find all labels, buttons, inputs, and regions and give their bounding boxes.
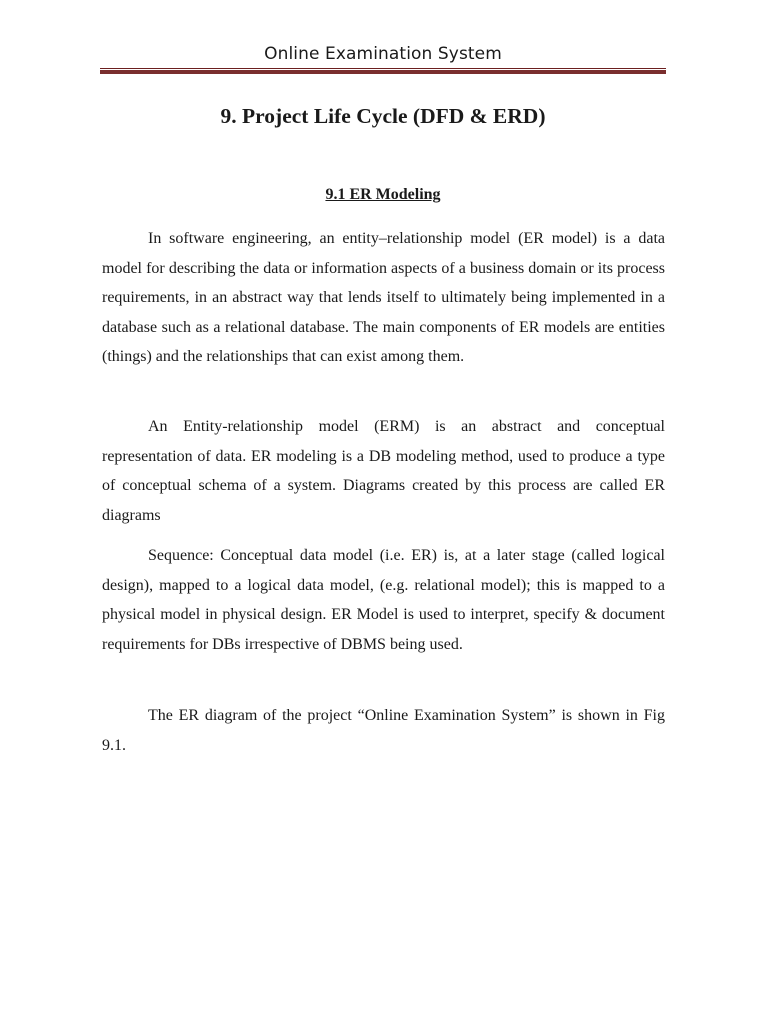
paragraph-er-model-definition [102, 224, 665, 372]
paragraph-text: Sequence: Conceptual data model (i.e. ER) is, at a later stage (called logical design), mapped to a logical data model, (e.g. relational model); this is mapped to a physical model in physical design. ER Model is used to interpret, specify & document requirements for DBs irrespective of DBMS being used. [102, 547, 665, 653]
section-title: 9.1 ER Modeling [325, 186, 441, 203]
paragraph-text: The ER diagram of the project “Online Examination System” is shown in Fig 9.1. [102, 707, 665, 754]
paragraph-text: In software engineering, an entity–relationship model (ER model) is a data model for describing the data or information aspects of a business domain or its process requirements, in an abstract way that lends itself to ultimately being implemented in a database such as a relational database. The main components of ER models are entities (things) and the relationships that can exist among them. [102, 230, 665, 366]
header-rule-thick-line [100, 70, 666, 74]
paragraph-erm-description [102, 412, 665, 530]
paragraph-figure-reference [102, 701, 665, 760]
paragraph-sequence [102, 541, 665, 659]
chapter-title: 9. Project Life Cycle (DFD & ERD) [220, 104, 546, 128]
paragraph-text: An Entity-relationship model (ERM) is an abstract and conceptual representation of data. ER modeling is a DB modeling method, used to produce a type of conceptual schema of a system. Diagrams created by this process are called ER diagrams [102, 418, 665, 524]
header-rule [100, 68, 666, 74]
running-header: Online Examination System [264, 44, 502, 64]
header-rule-thin-line [100, 68, 666, 69]
